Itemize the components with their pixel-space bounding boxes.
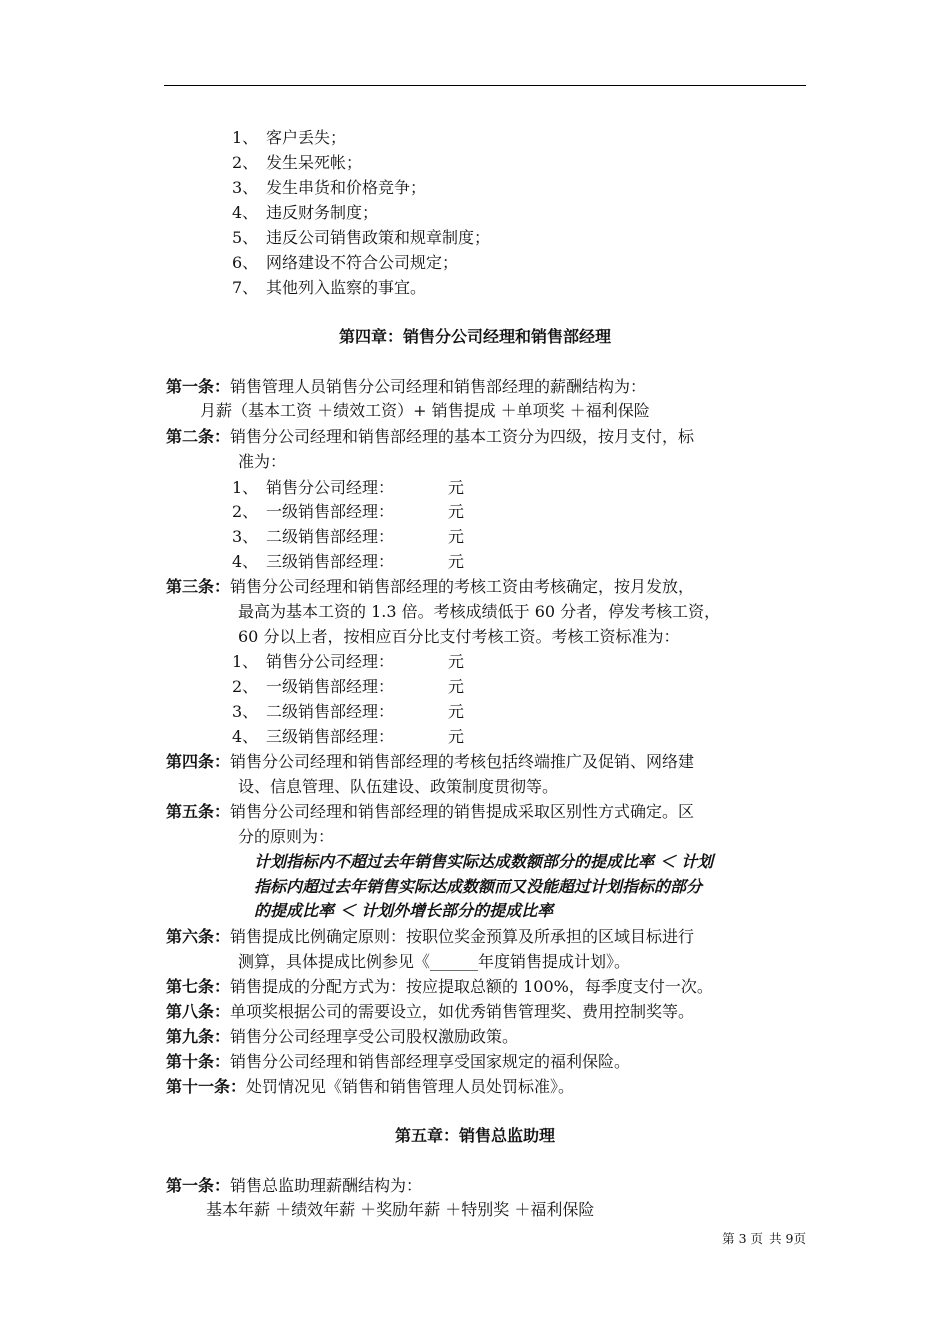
assessment-pay-row: 2、 一级销售部经理： 元 [232,677,465,696]
article-11: 第十一条：处罚情况见《销售和销售管理人员处罚标准》。 [166,1077,575,1096]
chapter-title: 第四章：销售分公司经理和销售部经理 [338,327,611,346]
chapter-title: 第五章：销售总监助理 [394,1126,555,1145]
pay-structure-formula: 月薪（基本工资 ＋绩效工资）+ 销售提成 ＋单项奖 ＋福利保险 [200,401,650,420]
article-5: 第五条：销售分公司经理和销售部经理的销售提成采取区别性方式确定。区 [166,802,695,821]
article-1: 第一条：销售管理人员销售分公司经理和销售部经理的薪酬结构为： [166,377,647,396]
salary-level-row: 2、 一级销售部经理： 元 [232,502,465,521]
assessment-pay-row: 1、 销售分公司经理： 元 [232,652,465,671]
list-item: 3、 发生串货和价格竞争； [232,178,427,197]
article-3-cont: 60 分以上者，按相应百分比支付考核工资。考核工资标准为： [238,627,680,646]
list-item: 6、 网络建设不符合公司规定； [232,253,459,272]
salary-level-row: 3、 二级销售部经理： 元 [232,527,465,546]
page-number: 第 3 页 [722,1231,764,1246]
commission-rule: 指标内超过去年销售实际达成数额而又没能超过计划指标的部分 [254,877,703,896]
article-3: 第三条：销售分公司经理和销售部经理的考核工资由考核确定，按月发放， [166,577,695,596]
page-total: 共 9页 [769,1231,806,1246]
article-2-cont: 准为： [238,452,287,471]
list-item: 4、 违反财务制度； [232,203,379,222]
list-item: 7、 其他列入监察的事宜。 [232,278,427,297]
article-1: 第一条：销售总监助理薪酬结构为： [166,1176,423,1195]
article-3-cont: 最高为基本工资的 1.3 倍。考核成绩低于 60 分者，停发考核工资， [238,602,721,621]
article-6: 第六条：销售提成比例确定原则：按职位奖金预算及所承担的区域目标进行 [166,927,695,946]
article-5-cont: 分的原则为： [238,827,335,846]
list-item: 5、 违反公司销售政策和规章制度； [232,228,491,247]
article-4-cont: 设、信息管理、队伍建设、政策制度贯彻等。 [238,777,559,796]
article-6-cont: 测算，具体提成比例参见《______年度销售提成计划》。 [238,952,631,971]
commission-rule: 计划指标内不超过去年销售实际达成数额部分的提成比率 ＜ 计划 [254,852,714,871]
article-7: 第七条：销售提成的分配方式为：按应提取总额的 100%，每季度支付一次。 [166,977,713,996]
article-4: 第四条：销售分公司经理和销售部经理的考核包括终端推广及促销、网络建 [166,752,695,771]
assessment-pay-row: 3、 二级销售部经理： 元 [232,702,465,721]
list-item: 2、 发生呆死帐； [232,153,363,172]
commission-rule: 的提成比率 ＜ 计划外增长部分的提成比率 [254,901,554,920]
article-2: 第二条：销售分公司经理和销售部经理的基本工资分为四级，按月支付，标 [166,427,695,446]
assessment-pay-row: 4、 三级销售部经理： 元 [232,727,465,746]
list-item: 1、 客户丢失； [232,128,347,147]
page-footer [690,1231,806,1247]
salary-level-row: 4、 三级销售部经理： 元 [232,552,465,571]
article-9: 第九条：销售分公司经理享受公司股权激励政策。 [166,1027,519,1046]
article-8: 第八条：单项奖根据公司的需要设立，如优秀销售管理奖、费用控制奖等。 [166,1002,695,1021]
salary-level-row: 1、 销售分公司经理： 元 [232,478,465,497]
article-10: 第十条：销售分公司经理和销售部经理享受国家规定的福利保险。 [166,1052,631,1071]
header-rule [164,85,806,86]
pay-structure-formula: 基本年薪 ＋绩效年薪 ＋奖励年薪 ＋特别奖 ＋福利保险 [206,1200,595,1219]
